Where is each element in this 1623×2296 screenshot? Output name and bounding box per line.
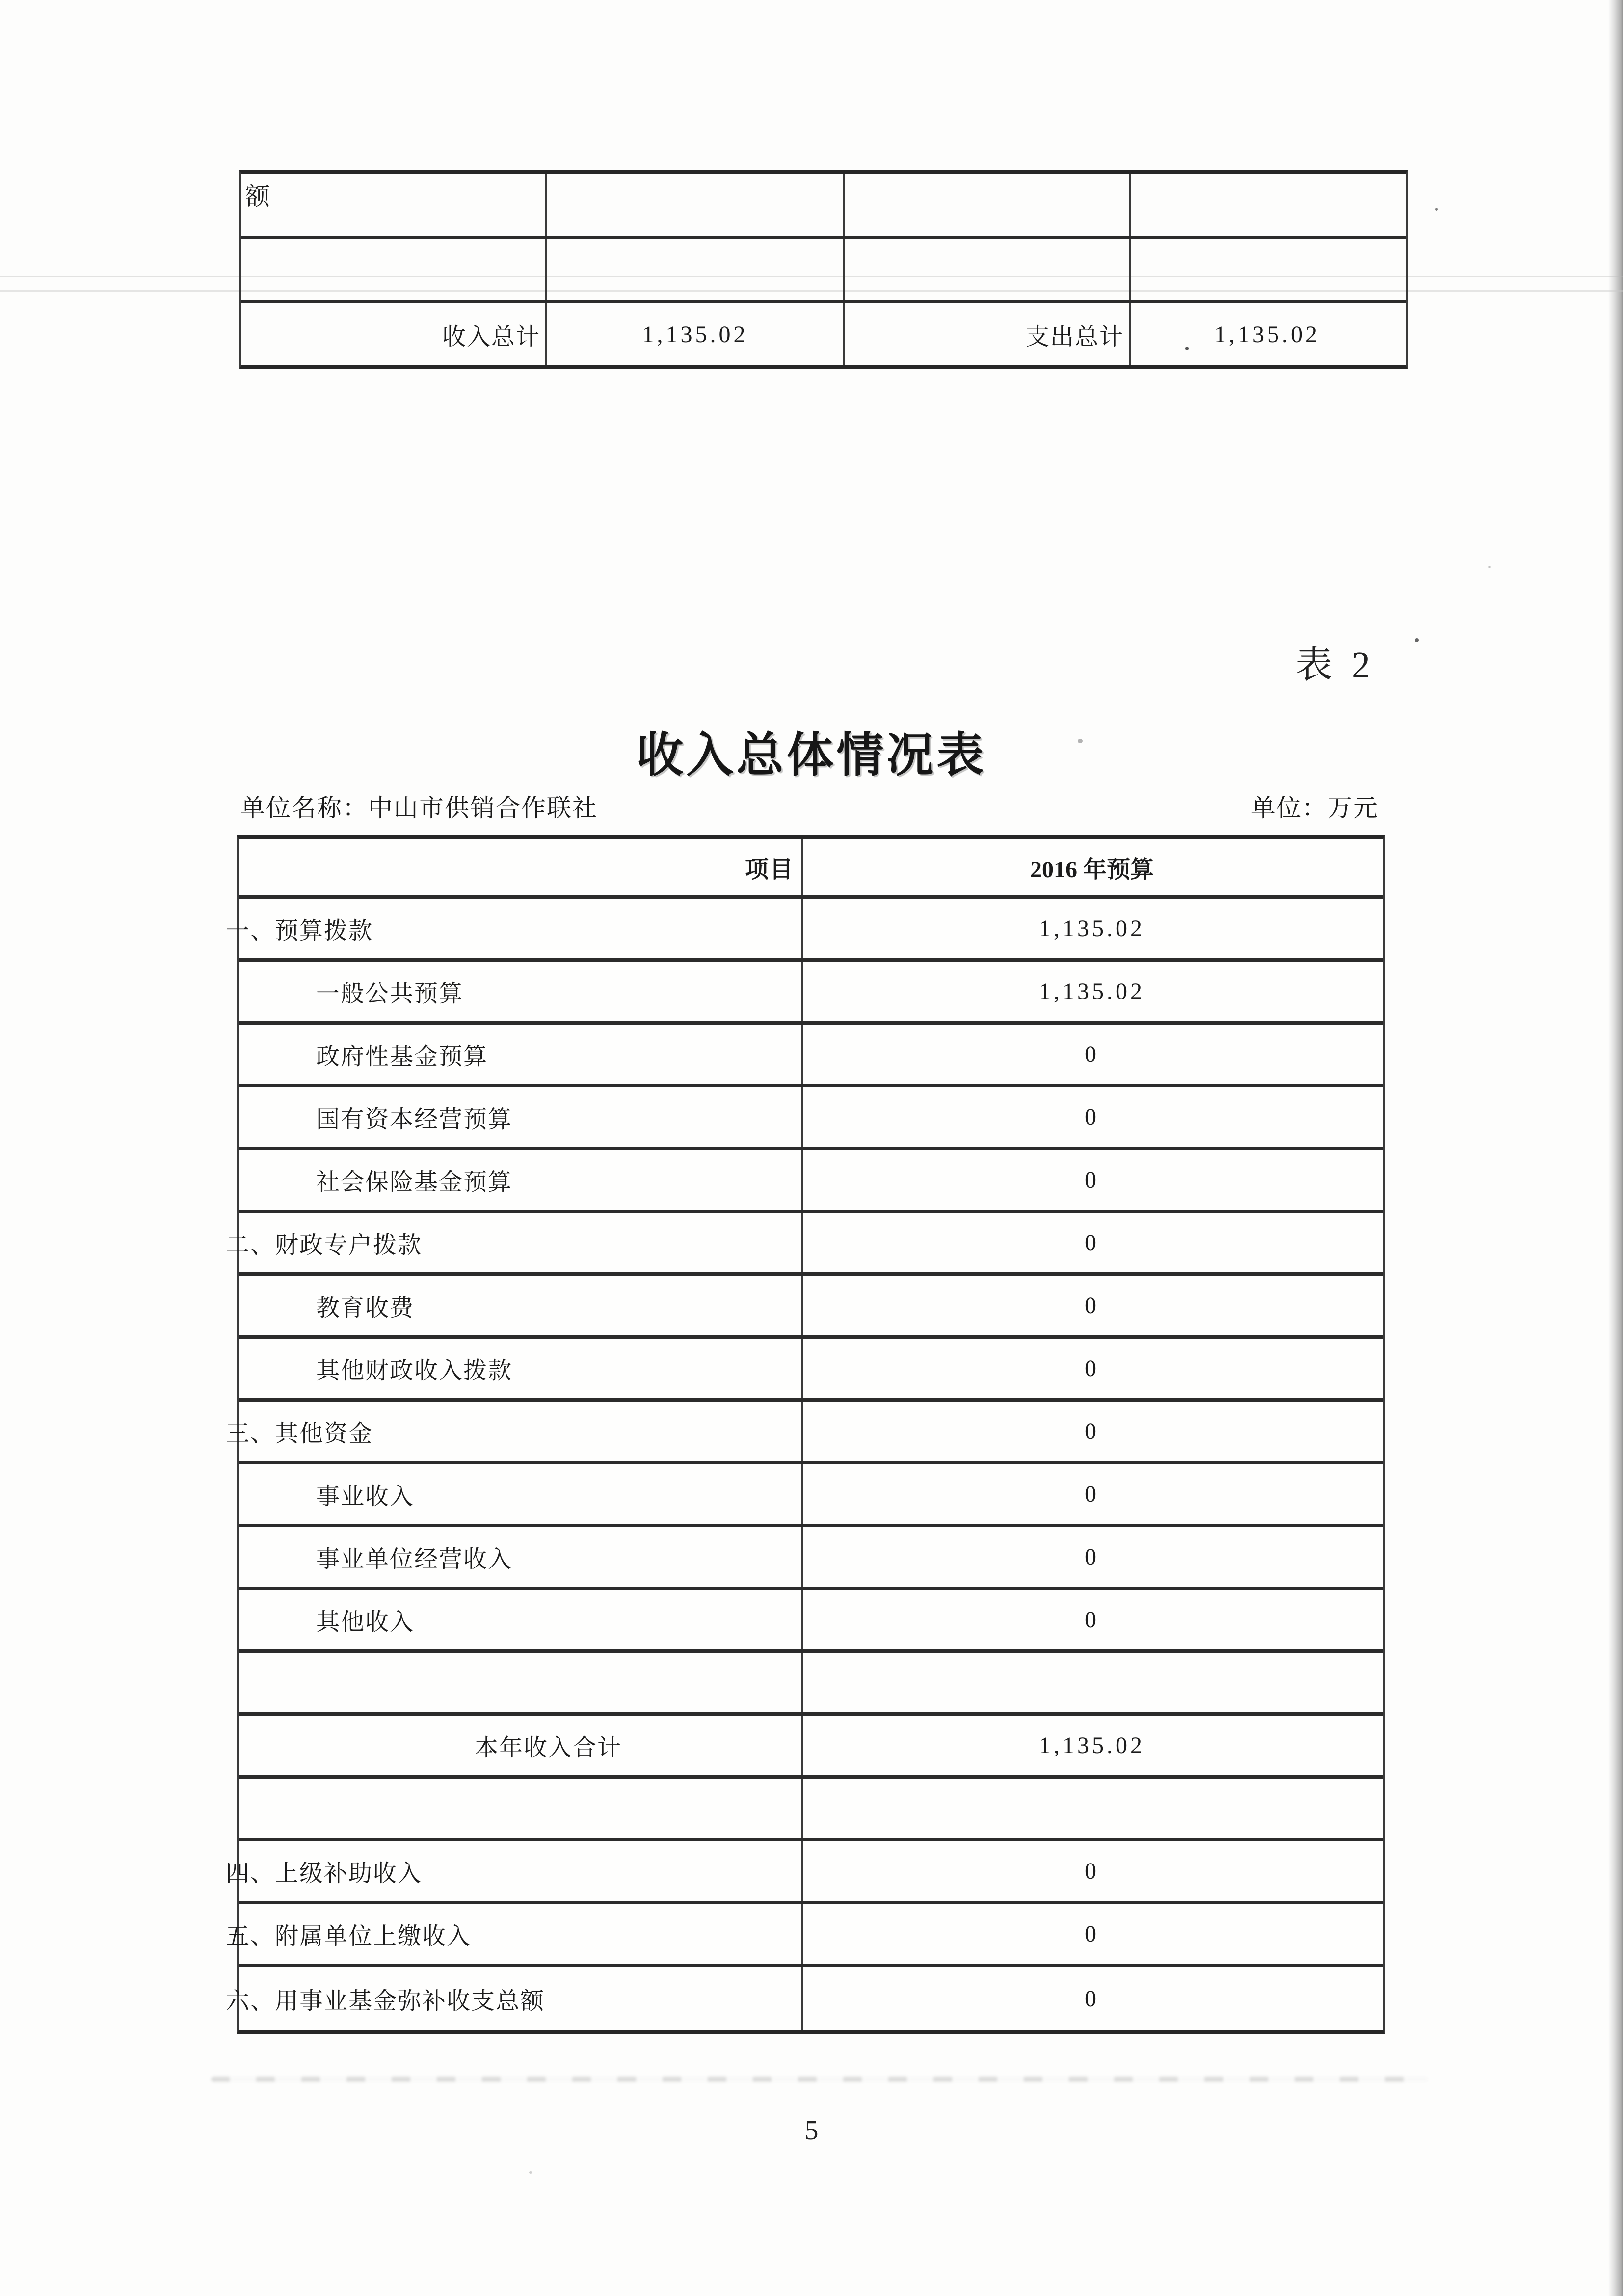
row-value [803, 962, 1381, 1021]
scan-artifact-smudge [211, 2077, 1428, 2082]
table-row [239, 1464, 1383, 1527]
row-value [803, 1779, 1381, 1838]
row-label [226, 1904, 803, 1964]
row-label [239, 1150, 803, 1210]
row-value [803, 899, 1381, 958]
table-row [239, 1150, 1383, 1213]
cell-text: 支出总计 [1025, 324, 1124, 350]
row-label-text: 教育收费 [316, 1295, 415, 1321]
row-label-text: 政府性基金预算 [316, 1044, 488, 1070]
row-label-text: 六、用事业基金弥补收支总额 [226, 1988, 545, 2014]
row-value [803, 1590, 1381, 1649]
row-label [226, 1841, 803, 1901]
income-total-value [547, 303, 845, 365]
row-label [239, 1527, 803, 1587]
row-label-text: 其他收入 [316, 1609, 415, 1635]
row-label-text: 一般公共预算 [316, 981, 464, 1007]
expense-total-value [1131, 303, 1404, 365]
row-label-text: 国有资本经营预算 [316, 1107, 513, 1133]
row-value-text: 1,135.02 [1039, 916, 1145, 942]
row-value [803, 1464, 1381, 1524]
row-label [226, 1402, 803, 1461]
row-label [239, 962, 803, 1021]
row-value [803, 1213, 1381, 1272]
row-value [803, 1527, 1381, 1587]
income-overview-table [226, 835, 1385, 2034]
row-label [239, 1087, 803, 1147]
row-label-text: 五、附属单位上缴收入 [226, 1923, 472, 1949]
row-label [226, 1967, 803, 2030]
table-row-empty [239, 1779, 1383, 1841]
table-row [241, 174, 1406, 236]
table-cell [241, 239, 547, 300]
row-value [803, 1339, 1381, 1398]
table-row [226, 1402, 1383, 1464]
table-row [239, 1590, 1383, 1653]
row-value-text: 0 [1085, 1544, 1099, 1570]
page-title: 收入总体情况表 [636, 729, 987, 782]
table-row-empty [239, 1653, 1383, 1716]
table-cell [1131, 174, 1404, 236]
row-value-text: 0 [1085, 1230, 1099, 1256]
row-label [239, 1276, 803, 1335]
scan-artifact-dot [1415, 638, 1419, 642]
cell-text: 收入总计 [442, 324, 540, 350]
row-value [803, 1150, 1381, 1210]
row-label [239, 1653, 803, 1712]
header-budget [803, 839, 1381, 895]
row-label [239, 1590, 803, 1649]
row-value-text: 0 [1085, 1041, 1099, 1067]
table-row [226, 1841, 1383, 1904]
expense-total-label [845, 303, 1131, 365]
row-value-text: 0 [1085, 1481, 1099, 1507]
row-value-text: 0 [1085, 1921, 1099, 1947]
row-value-text: 0 [1085, 1418, 1099, 1444]
table-row [239, 1025, 1383, 1087]
table-cell [845, 239, 1131, 300]
row-label-text: 二、财政专户拨款 [226, 1232, 423, 1258]
cell-text: 1,135.02 [1214, 321, 1320, 348]
scan-artifact-dot [1435, 208, 1438, 211]
table-row [241, 236, 1406, 303]
row-value-text: 0 [1085, 1355, 1099, 1381]
row-value [803, 1653, 1381, 1712]
table-row [239, 1339, 1383, 1402]
table-row [226, 899, 1383, 962]
table-row [239, 962, 1383, 1025]
table-header-row [239, 839, 1383, 899]
row-value-text: 0 [1085, 1985, 1099, 2012]
header-budget-label: 2016 年预算 [1030, 857, 1154, 883]
scan-artifact-dot [1488, 566, 1491, 568]
row-label [239, 1025, 803, 1084]
row-label-text: 本年收入合计 [474, 1735, 622, 1761]
table-row [226, 1213, 1383, 1276]
table-row-totals [241, 303, 1406, 365]
row-value-text: 0 [1085, 1293, 1099, 1319]
table-row [239, 1527, 1383, 1590]
row-label [226, 899, 803, 958]
table-row [226, 1967, 1383, 2030]
row-label-text: 事业单位经营收入 [316, 1546, 513, 1572]
row-value [803, 1967, 1381, 2030]
row-label [226, 1213, 803, 1272]
row-label-text: 四、上级补助收入 [226, 1861, 423, 1887]
unit-name-label: 单位名称：中山市供销合作联社 [240, 794, 598, 822]
row-value [803, 1716, 1381, 1775]
page-number: 5 [804, 2115, 819, 2146]
table-cell [547, 174, 845, 236]
row-value-text: 1,135.02 [1039, 1732, 1145, 1758]
row-value-text: 0 [1085, 1104, 1099, 1130]
row-value-text: 0 [1085, 1607, 1099, 1633]
top-summary-table [239, 170, 1408, 369]
table-cell [547, 239, 845, 300]
row-label-text: 一、预算拨款 [226, 918, 373, 944]
header-item-label: 项目 [745, 857, 794, 883]
table-tag: 表 2 [1295, 645, 1375, 686]
table-row-total [239, 1716, 1383, 1779]
cell-text: 额 [245, 183, 271, 210]
row-value [803, 1025, 1381, 1084]
row-value [803, 1276, 1381, 1335]
row-value-text: 0 [1085, 1858, 1099, 1884]
row-label [239, 1779, 803, 1838]
row-value [803, 1402, 1381, 1461]
row-value [803, 1904, 1381, 1964]
row-label [239, 1339, 803, 1398]
row-label-text: 三、其他资金 [226, 1421, 373, 1447]
cell-text: 1,135.02 [642, 321, 748, 348]
table-cell [845, 174, 1131, 236]
table-cell [1131, 239, 1404, 300]
unit-label: 单位：万元 [1251, 794, 1379, 822]
scan-artifact-dot [529, 2171, 532, 2174]
row-label [239, 1716, 803, 1775]
row-value-text: 0 [1085, 1167, 1099, 1193]
row-label-text: 事业收入 [316, 1484, 415, 1510]
table-cell [241, 174, 547, 236]
row-value [803, 1087, 1381, 1147]
unit-info-line [240, 788, 1379, 824]
row-value-text: 1,135.02 [1039, 978, 1145, 1004]
table-row [239, 1276, 1383, 1339]
table-row [239, 1087, 1383, 1150]
income-total-label [241, 303, 547, 365]
scan-edge-shadow [1608, 0, 1623, 2296]
row-label-text: 其他财政收入拨款 [316, 1358, 513, 1384]
row-label [239, 1464, 803, 1524]
row-value [803, 1841, 1381, 1901]
table-row [226, 1904, 1383, 1967]
row-label-text: 社会保险基金预算 [316, 1169, 513, 1195]
header-item [239, 839, 803, 895]
